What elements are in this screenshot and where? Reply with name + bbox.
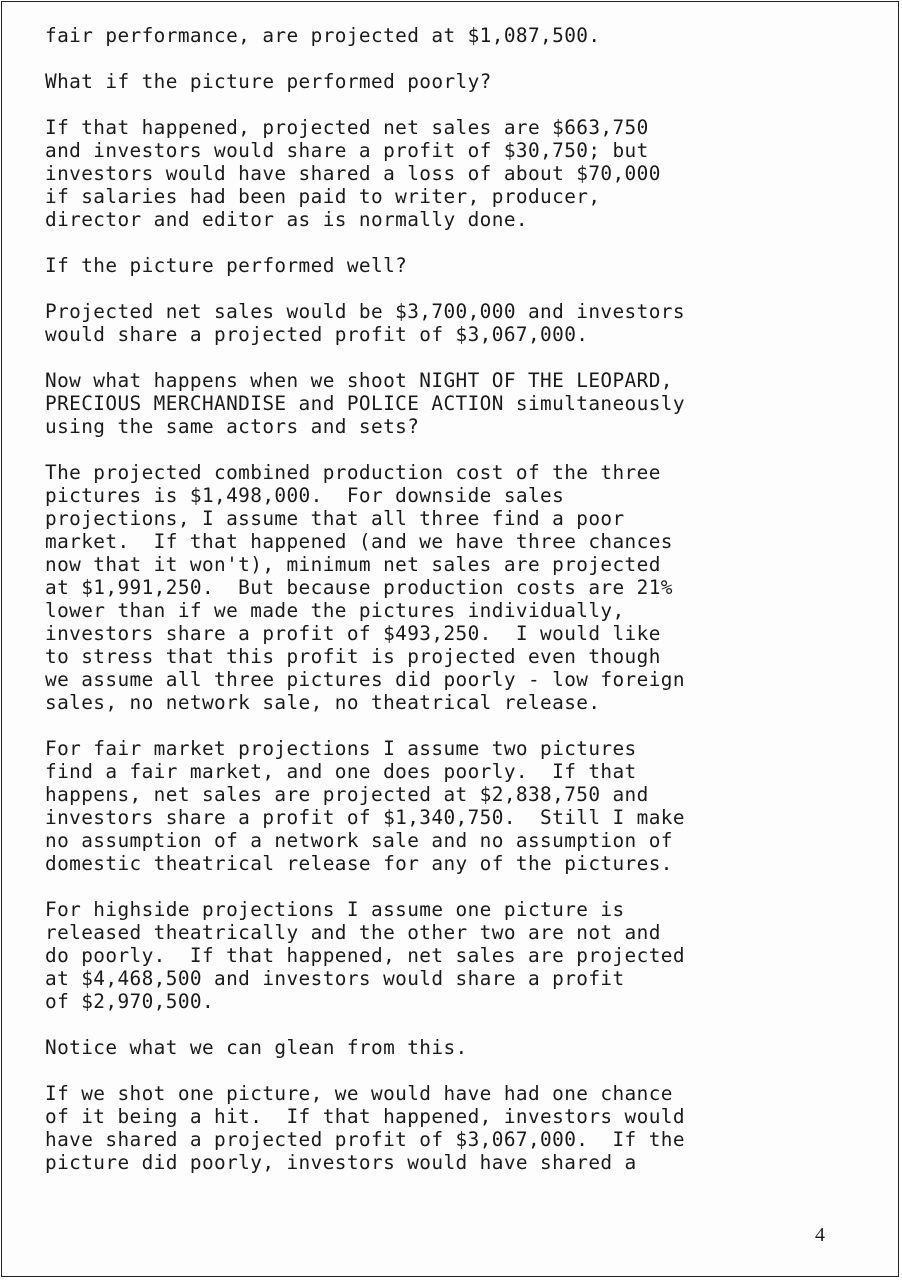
text-line: would share a projected profit of $3,067,000. bbox=[45, 323, 589, 346]
text-line: to stress that this profit is projected even though bbox=[45, 645, 661, 668]
text-line: investors share a profit of $1,340,750. Still I make bbox=[45, 806, 685, 829]
text-line: domestic theatrical release for any of the pictures. bbox=[45, 852, 673, 875]
paragraph bbox=[45, 369, 805, 438]
text-line: if salaries had been paid to writer, producer, bbox=[45, 185, 601, 208]
text-line: investors share a profit of $493,250. I would like bbox=[45, 622, 661, 645]
text-line: using the same actors and sets? bbox=[45, 415, 420, 438]
text-line: The projected combined production cost of the three bbox=[45, 461, 661, 484]
body-text bbox=[45, 24, 805, 1197]
document-page bbox=[1, 1, 899, 1277]
text-line: do poorly. If that happened, net sales are projected bbox=[45, 944, 685, 967]
paragraph bbox=[45, 1036, 805, 1059]
text-line: Projected net sales would be $3,700,000 and investors bbox=[45, 300, 685, 323]
text-line: now that it won't), minimum net sales are projected bbox=[45, 553, 661, 576]
text-line: of $2,970,500. bbox=[45, 990, 215, 1013]
text-line: Now what happens when we shoot NIGHT OF THE LEOPARD, bbox=[45, 369, 673, 392]
text-line: For highside projections I assume one picture is bbox=[45, 898, 625, 921]
paragraph bbox=[45, 898, 805, 1013]
text-line: lower than if we made the pictures individually, bbox=[45, 599, 625, 622]
paragraph bbox=[45, 1082, 805, 1174]
text-line: have shared a projected profit of $3,067,000. If the bbox=[45, 1128, 685, 1151]
text-line: at $4,468,500 and investors would share a profit bbox=[45, 967, 625, 990]
text-line: and investors would share a profit of $30,750; but bbox=[45, 139, 649, 162]
text-line: no assumption of a network sale and no assumption of bbox=[45, 829, 673, 852]
text-line: at $1,991,250. But because production costs are 21% bbox=[45, 576, 673, 599]
paragraph bbox=[45, 461, 805, 714]
paragraph bbox=[45, 737, 805, 875]
text-line: we assume all three pictures did poorly - low foreign bbox=[45, 668, 685, 691]
text-line: pictures is $1,498,000. For downside sales bbox=[45, 484, 565, 507]
paragraph bbox=[45, 24, 805, 47]
text-line: fair performance, are projected at $1,087,500. bbox=[45, 24, 601, 47]
text-line: projections, I assume that all three find a poor bbox=[45, 507, 625, 530]
text-line: Notice what we can glean from this. bbox=[45, 1036, 468, 1059]
text-line: If the picture performed well? bbox=[45, 254, 408, 277]
text-line: find a fair market, and one does poorly. If that bbox=[45, 760, 637, 783]
text-line: What if the picture performed poorly? bbox=[45, 70, 492, 93]
text-line: of it being a hit. If that happened, investors would bbox=[45, 1105, 685, 1128]
page-number: 4 bbox=[815, 1224, 825, 1246]
text-line: market. If that happened (and we have three chances bbox=[45, 530, 673, 553]
text-line: If we shot one picture, we would have had one chance bbox=[45, 1082, 673, 1105]
paragraph bbox=[45, 254, 805, 277]
text-line: If that happened, projected net sales are $663,750 bbox=[45, 116, 649, 139]
text-line: picture did poorly, investors would have shared a bbox=[45, 1151, 637, 1174]
text-line: director and editor as is normally done. bbox=[45, 208, 528, 231]
text-line: investors would have shared a loss of about $70,000 bbox=[45, 162, 661, 185]
text-line: PRECIOUS MERCHANDISE and POLICE ACTION simultaneously bbox=[45, 392, 685, 415]
text-line: For fair market projections I assume two pictures bbox=[45, 737, 637, 760]
text-line: released theatrically and the other two are not and bbox=[45, 921, 661, 944]
paragraph bbox=[45, 116, 805, 231]
paragraph bbox=[45, 300, 805, 346]
text-line: happens, net sales are projected at $2,838,750 and bbox=[45, 783, 649, 806]
paragraph bbox=[45, 70, 805, 93]
text-line: sales, no network sale, no theatrical release. bbox=[45, 691, 601, 714]
